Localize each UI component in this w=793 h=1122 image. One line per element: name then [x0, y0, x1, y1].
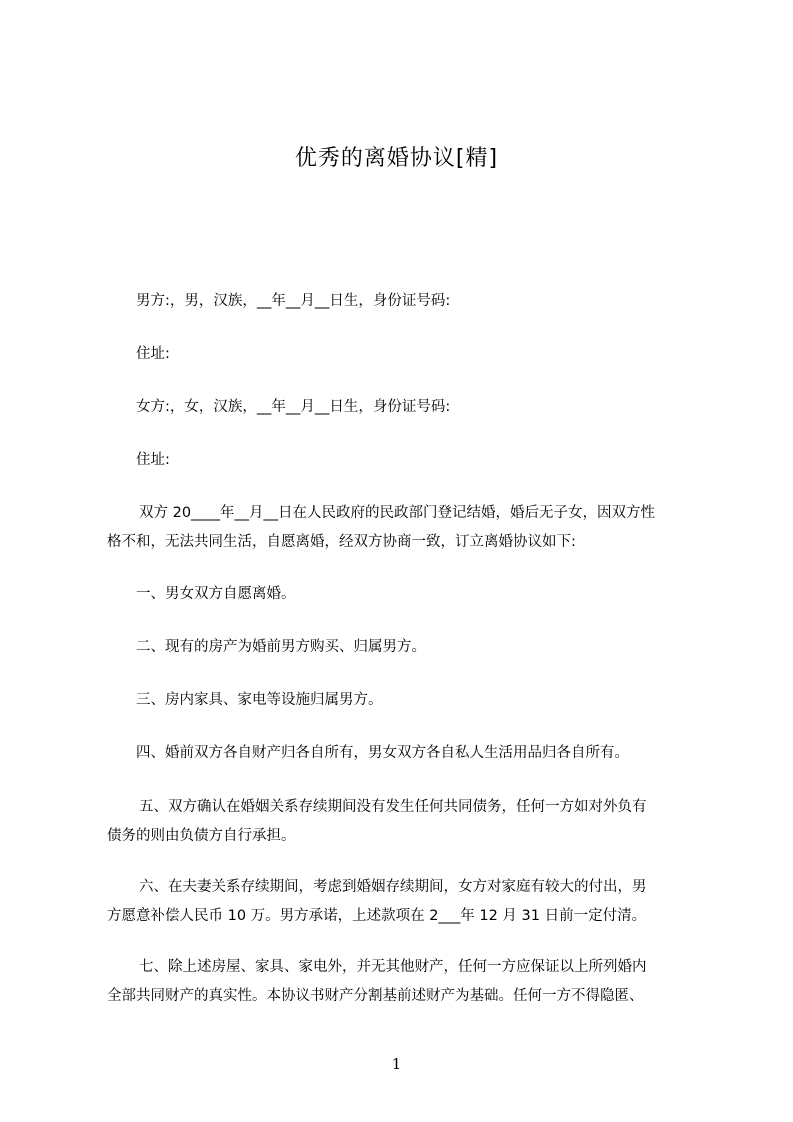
- document-title: 优秀的离婚协议[精]: [294, 146, 499, 171]
- page-number: 1: [391, 1055, 402, 1073]
- paragraph-line: 格不和，无法共同生活，自愿离婚，经双方协商一致，订立离婚协议如下:: [107, 534, 576, 550]
- paragraph-line: 女方:，女，汉族，__年__月__日生，身份证号码:: [136, 399, 451, 415]
- clause-1: [107, 580, 732, 609]
- paragraph-marriage-info: [107, 499, 703, 557]
- paragraph-line: 全部共同财产的真实性。本协议书财产分割基前述财产为基础。任何一方不得隐匿、: [107, 988, 644, 1004]
- paragraph-male-address: [107, 340, 732, 369]
- paragraph-female-address: [107, 446, 732, 475]
- paragraph-line: 三、房内家具、家电等设施归属男方。: [136, 692, 383, 708]
- clause-4: [107, 739, 732, 768]
- paragraph-line: 住址:: [136, 452, 170, 468]
- clause-6: [107, 873, 703, 931]
- clause-2: [107, 633, 732, 662]
- paragraph-line: 方愿意补偿人民币 10 万。男方承诺，上述款项在 2___年 12 月 31 日前一定付清。: [107, 908, 647, 924]
- paragraph-line: 债务的则由负债方自行承担。: [107, 828, 296, 844]
- paragraph-line: 二、现有的房产为婚前男方购买、归属男方。: [136, 639, 426, 655]
- paragraph-line: 一、男女双方自愿离婚。: [136, 586, 296, 602]
- paragraph-line: 五、双方确认在婚姻关系存续期间没有发生任何共同债务，任何一方如对外负有: [139, 799, 647, 815]
- paragraph-line: 双方 20____年__月__日在人民政府的民政部门登记结婚，婚后无子女，因双方性: [139, 505, 656, 521]
- clause-7: [107, 953, 703, 1011]
- paragraph-female-party: [107, 393, 732, 422]
- clause-5: [107, 793, 703, 851]
- paragraph-line: 四、婚前双方各自财产归各自所有，男女双方各自私人生活用品归各自所有。: [136, 745, 629, 761]
- paragraph-line: 七、除上述房屋、家具、家电外，并无其他财产，任何一方应保证以上所列婚内: [139, 959, 647, 975]
- paragraph-male-party: [107, 287, 732, 316]
- paragraph-line: 男方:，男，汉族，__年__月__日生，身份证号码:: [136, 293, 451, 309]
- paragraph-line: 六、在夫妻关系存续期间，考虑到婚姻存续期间，女方对家庭有较大的付出，男: [139, 879, 647, 895]
- clause-3: [107, 686, 732, 715]
- paragraph-line: 住址:: [136, 346, 170, 362]
